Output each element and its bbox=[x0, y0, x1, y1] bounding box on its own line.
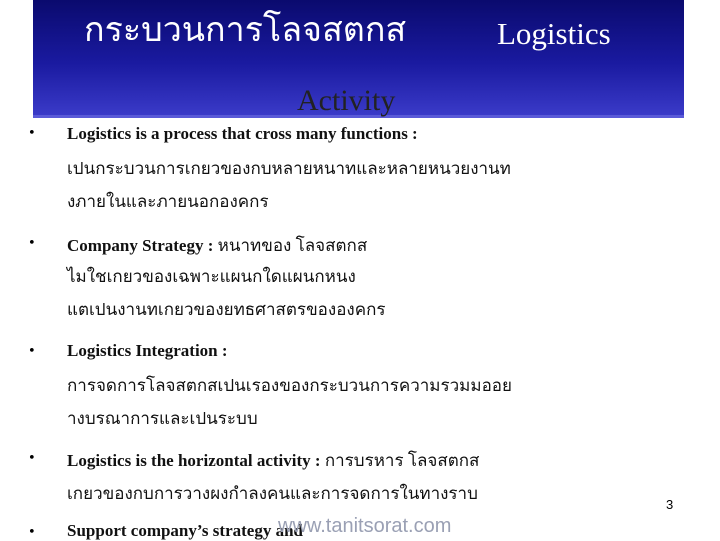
bullet-marker: • bbox=[28, 525, 36, 540]
bullet-marker: • bbox=[28, 344, 36, 359]
bullet-1-line-1: เปนกระบวนการเกยวของกบหลายหนาทและหลายหนวยงานท bbox=[67, 159, 511, 178]
bullet-3-line-1: การจดการโลจสตกสเปนเรองของกระบวนการความรวมมออย bbox=[67, 376, 512, 395]
bullet-4-lead-rest: การบรหาร โลจสตกส bbox=[320, 451, 480, 470]
bullet-2-line-2: แตเปนงานทเกยวของยทธศาสตรขององคกร bbox=[67, 300, 386, 319]
slide-title-english: Logistics bbox=[497, 16, 611, 51]
bullet-4-line-1: เกยวของกบการวางผงกำลงคนและการจดการในทางราบ bbox=[67, 484, 478, 503]
bullet-1-line-2: งภายในและภายนอกองคกร bbox=[67, 192, 269, 211]
watermark: www.tanitsorat.com bbox=[278, 515, 452, 537]
bullet-marker: • bbox=[28, 236, 36, 251]
bullet-2-line-1: ไมใชเกยวของเฉพาะแผนกใดแผนกหนง bbox=[67, 267, 356, 286]
bullet-marker: • bbox=[28, 126, 36, 141]
bullet-2-lead-bold: Company Strategy : bbox=[67, 236, 214, 255]
bullet-3-lead-bold: Logistics Integration : bbox=[67, 341, 228, 360]
bullet-4-lead-bold: Logistics is the horizontal activity : bbox=[67, 451, 321, 470]
slide-title-thai: กระบวนการโลจสตกส bbox=[84, 12, 407, 49]
bullet-1-lead bbox=[67, 124, 418, 144]
bullet-4-lead bbox=[67, 447, 479, 474]
slide-title-english-second-line: Activity bbox=[297, 84, 396, 117]
bullet-3-lead bbox=[67, 341, 228, 361]
bullet-1-lead-bold: Logistics is a process that cross many functions : bbox=[67, 124, 418, 143]
page-number: 3 bbox=[666, 497, 674, 512]
bullet-3-line-2: างบรณาการและเปนระบบ bbox=[67, 409, 258, 428]
bullet-2-lead bbox=[67, 232, 367, 259]
bullet-marker: • bbox=[28, 451, 36, 466]
bullet-5-lead: Support company’s strategy and bbox=[67, 521, 303, 540]
bullet-2-lead-rest: หนาทของ โลจสตกส bbox=[213, 236, 368, 255]
